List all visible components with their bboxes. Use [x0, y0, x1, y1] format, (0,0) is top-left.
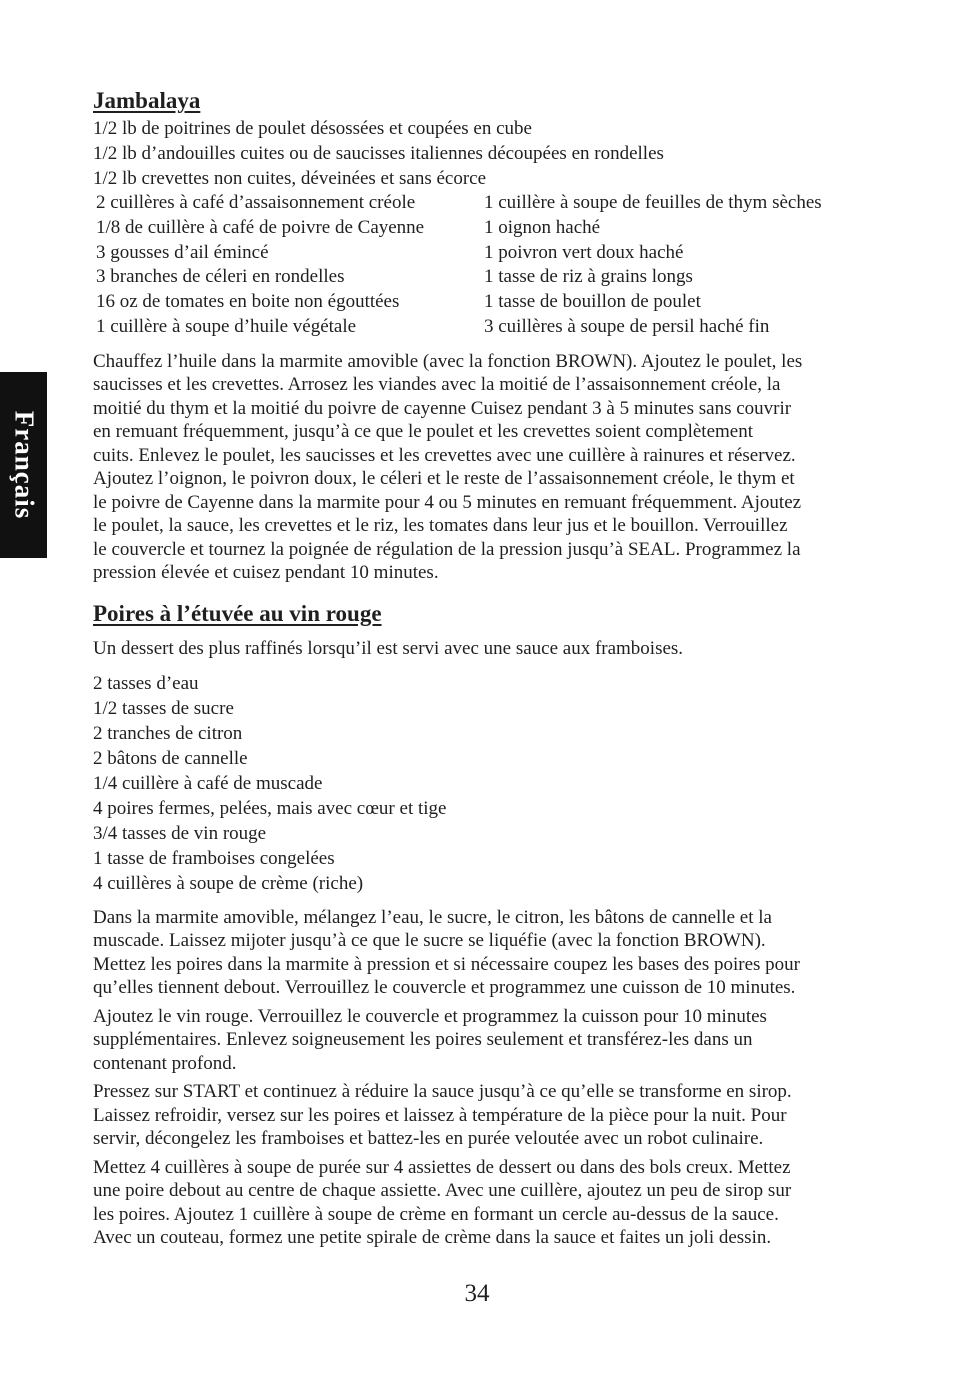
poires-paragraph	[93, 1156, 873, 1250]
language-tab	[0, 372, 47, 558]
ingredient-line: 2 tranches de citron	[93, 722, 243, 744]
instruction-line: Pressez sur START et continuez à réduire la sauce jusqu’à ce qu’elle se transforme en sirop.	[93, 1081, 792, 1103]
poires-paragraph	[93, 906, 873, 1000]
instruction-line: Mettez les poires dans la marmite à pression et si nécessaire coupez les bases des poires pour	[93, 953, 800, 975]
instruction-line: qu’elles tiennent debout. Verrouillez le couvercle et programmez une cuisson de 10 minutes.	[93, 977, 796, 999]
instruction-line: cuits. Enlevez le poulet, les saucisses et les crevettes avec une cuillère à rainures et réservez.	[93, 444, 796, 466]
ingredient-line: 1 cuillère à soupe de feuilles de thym sèches	[484, 192, 822, 213]
poires-ingredients	[93, 671, 873, 896]
instruction-line: servir, décongelez les framboises et battez-les en purée veloutée avec un robot culinaire.	[93, 1128, 764, 1150]
jambalaya-instructions	[93, 350, 873, 585]
instruction-line: les poires. Ajoutez 1 cuillère à soupe de crème en formant un cercle au-dessus de la sauce.	[93, 1203, 779, 1225]
jambalaya-title: Jambalaya	[93, 88, 201, 113]
ingredient-line: 1 tasse de framboises congelées	[93, 847, 335, 869]
ingredient-line: 1 tasse de bouillon de poulet	[484, 291, 701, 313]
instruction-line: contenant profond.	[93, 1052, 237, 1074]
instruction-line: une poire debout au centre de chaque assiette. Avec une cuillère, ajoutez un peu de sirop sur	[93, 1180, 792, 1202]
ingredient-line: 1/2 lb d’andouilles cuites ou de saucisses italiennes découpées en rondelles	[93, 143, 664, 164]
instruction-line: muscade. Laissez mijoter jusqu’à ce que le sucre se liquéfie (avec la fonction BROWN).	[93, 930, 766, 952]
ingredient-line: 2 bâtons de cannelle	[93, 747, 248, 769]
instruction-line: saucisses et les crevettes. Arrosez les viandes avec la moitié de l’assaisonnement créole, la	[93, 374, 781, 396]
instruction-line: moitié du thym et la moitié du poivre de cayenne Cuisez pendant 3 à 5 minutes sans couvrir	[93, 397, 792, 419]
instruction-line: Ajoutez l’oignon, le poivron doux, le céleri et le reste de l’assaisonnement créole, le thym et	[93, 468, 795, 490]
ingredient-line: 4 cuillères à soupe de crème (riche)	[93, 872, 364, 894]
ingredient-line: 1 oignon haché	[484, 216, 601, 238]
instruction-line: en remuant fréquemment, jusqu’à ce que le poulet et les crevettes soient complètement	[93, 421, 753, 443]
ingredient-line: 3 branches de céleri en rondelles	[96, 266, 345, 288]
instruction-line: Dans la marmite amovible, mélangez l’eau, le sucre, le citron, les bâtons de cannelle et la	[93, 906, 772, 928]
instruction-line: Avec un couteau, formez une petite spirale de crème dans la sauce et faites un joli dessin.	[93, 1227, 772, 1249]
poires-paragraph	[93, 1005, 873, 1076]
ingredient-line: 1 cuillère à soupe d’huile végétale	[96, 315, 357, 337]
instruction-line: Ajoutez le vin rouge. Verrouillez le couvercle et programmez la cuisson pour 10 minutes	[93, 1005, 767, 1027]
poires-paragraph	[93, 1080, 873, 1151]
instruction-line: le poulet, la sauce, les crevettes et le riz, les tomates dans leur jus et le bouillon. Verrouillez	[93, 515, 788, 537]
poires-title: Poires à l’étuvée au vin rouge	[93, 600, 382, 626]
ingredient-line: 2 tasses d’eau	[93, 672, 199, 694]
ingredient-line: 1 poivron vert doux haché	[484, 241, 684, 263]
instruction-line: le couvercle et tournez la poignée de régulation de la pression jusqu’à SEAL. Programmez la	[93, 538, 801, 560]
instruction-line: pression élevée et cuisez pendant 10 minutes.	[93, 562, 439, 584]
ingredient-line: 1/2 lb de poitrines de poulet désossées et coupées en cube	[93, 118, 532, 139]
ingredient-line: 3 gousses d’ail émincé	[96, 241, 269, 263]
poires-intro: Un dessert des plus raffinés lorsqu’il est servi avec une sauce aux framboises.	[93, 637, 684, 659]
instruction-line: Laissez refroidir, versez sur les poires et laissez à température de la pièce pour la nuit. Pour	[93, 1104, 787, 1126]
ingredient-line: 1 tasse de riz à grains longs	[484, 266, 693, 288]
ingredient-line: 1/8 de cuillère à café de poivre de Cayenne	[96, 216, 425, 238]
language-tab-label: Français	[9, 410, 39, 520]
instruction-line: Chauffez l’huile dans la marmite amovible (avec la fonction BROWN). Ajoutez le poulet, les	[93, 350, 803, 372]
ingredient-line: 4 poires fermes, pelées, mais avec cœur et tige	[93, 797, 447, 819]
ingredient-line: 3 cuillères à soupe de persil haché fin	[484, 315, 770, 337]
ingredient-line: 1/2 tasses de sucre	[93, 697, 234, 719]
ingredient-line: 1/2 lb crevettes non cuites, déveinées et sans écorce	[93, 168, 487, 189]
instruction-line: Mettez 4 cuillères à soupe de purée sur 4 assiettes de dessert ou dans des bols creux. Mettez	[93, 1156, 791, 1178]
page-content	[93, 86, 873, 1250]
page-number: 34	[464, 1280, 490, 1307]
jambalaya-ingredients-grid	[96, 191, 873, 340]
jambalaya-ingredients-top	[93, 116, 873, 191]
ingredient-line: 1/4 cuillère à café de muscade	[93, 772, 323, 794]
instruction-line: le poivre de Cayenne dans la marmite pour 4 ou 5 minutes en remuant fréquemment. Ajoutez	[93, 491, 802, 513]
ingredient-line: 16 oz de tomates en boite non égouttées	[96, 291, 400, 313]
ingredient-line: 3/4 tasses de vin rouge	[93, 822, 267, 844]
instruction-line: supplémentaires. Enlevez soigneusement les poires seulement et transférez-les dans un	[93, 1029, 753, 1051]
ingredient-line: 2 cuillères à café d’assaisonnement créole	[96, 192, 416, 213]
